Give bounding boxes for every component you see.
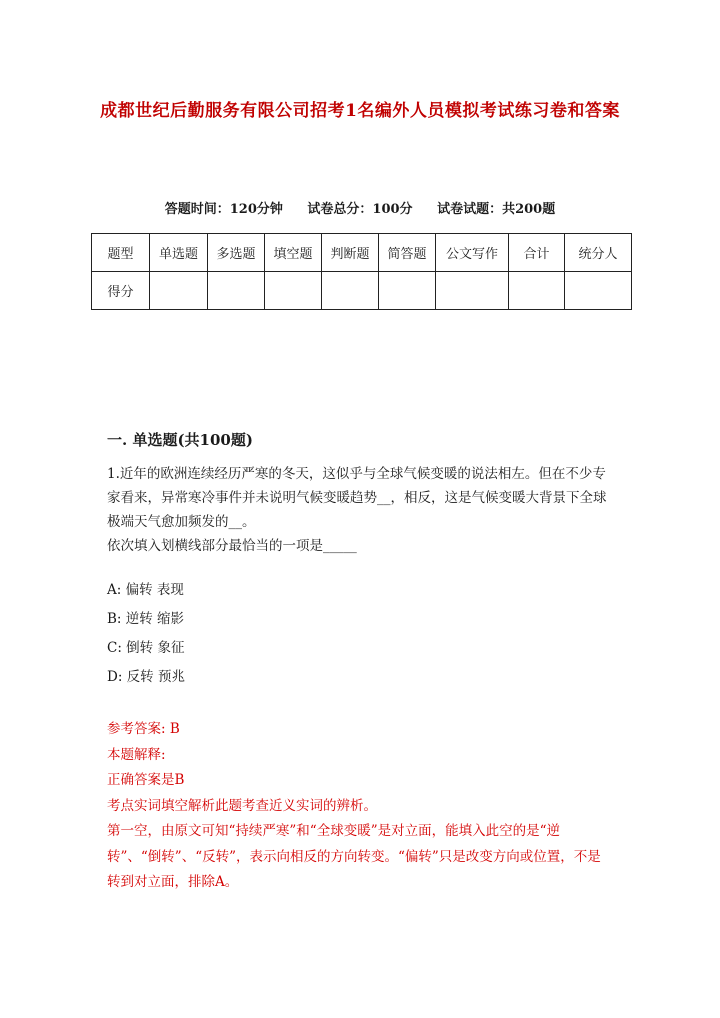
score-table-row — [92, 272, 632, 310]
score-table-header: 单选题 — [150, 234, 208, 272]
score-cell — [150, 272, 208, 310]
question-prompt: 依次填入划横线部分最恰当的一项是_____ — [107, 538, 357, 554]
question-stem: 1.近年的欧洲连续经历严寒的冬天，这似乎与全球气候变暖的说法相左。但在不少专家看来，异常寒冷事件并未说明气候变暖趋势__，相反，这是气候变暖大背景下全球极端天气愈加频发的__。 — [107, 466, 607, 530]
section-heading: 一. 单选题(共100题) — [107, 431, 253, 449]
question-options — [107, 576, 185, 692]
score-cell — [509, 272, 565, 310]
exam-question-count: 试卷试题：共200题 — [437, 202, 556, 217]
exam-total-score: 试卷总分：100分 — [307, 202, 413, 217]
score-table-header: 合计 — [509, 234, 565, 272]
score-table-header-row — [92, 234, 632, 272]
score-cell — [322, 272, 379, 310]
answer-point: 考点实词填空解析此题考查近义实词的辨析。 — [107, 797, 377, 814]
score-cell — [436, 272, 509, 310]
answer-reference: 参考答案: B — [107, 721, 180, 737]
option-b: B: 逆转 缩影 — [107, 611, 185, 627]
score-table-header: 填空题 — [265, 234, 322, 272]
option-d: D: 反转 预兆 — [107, 669, 185, 685]
score-table-header: 多选题 — [208, 234, 265, 272]
option-c: C: 倒转 象征 — [107, 640, 185, 656]
question-1 — [107, 462, 612, 558]
exam-meta — [92, 200, 628, 220]
score-table-header: 简答题 — [379, 234, 436, 272]
score-cell — [208, 272, 265, 310]
answer-block — [107, 717, 612, 896]
score-table-header: 统分人 — [565, 234, 632, 272]
score-cell — [379, 272, 436, 310]
answer-correct: 正确答案是B — [107, 772, 185, 788]
score-cell — [265, 272, 322, 310]
option-a: A: 偏转 表现 — [107, 582, 184, 598]
exam-time: 答题时间：120分钟 — [164, 202, 283, 217]
score-table — [91, 233, 632, 310]
score-row-label: 得分 — [92, 272, 150, 310]
score-cell — [565, 272, 632, 310]
score-table-header: 判断题 — [322, 234, 379, 272]
score-table-header: 题型 — [92, 234, 150, 272]
score-table-header: 公文写作 — [436, 234, 509, 272]
answer-explanation: 第一空，由原文可知“持续严寒”和“全球变暖”是对立面，能填入此空的是“逆转”、“倒转”、“反转”，表示向相反的方向转变。“偏转”只是改变方向或位置，不是转到对立面，排除A。 — [107, 823, 601, 890]
document-title: 成都世纪后勤服务有限公司招考1名编外人员模拟考试练习卷和答案 — [100, 101, 620, 121]
answer-label: 本题解释: — [107, 746, 166, 763]
